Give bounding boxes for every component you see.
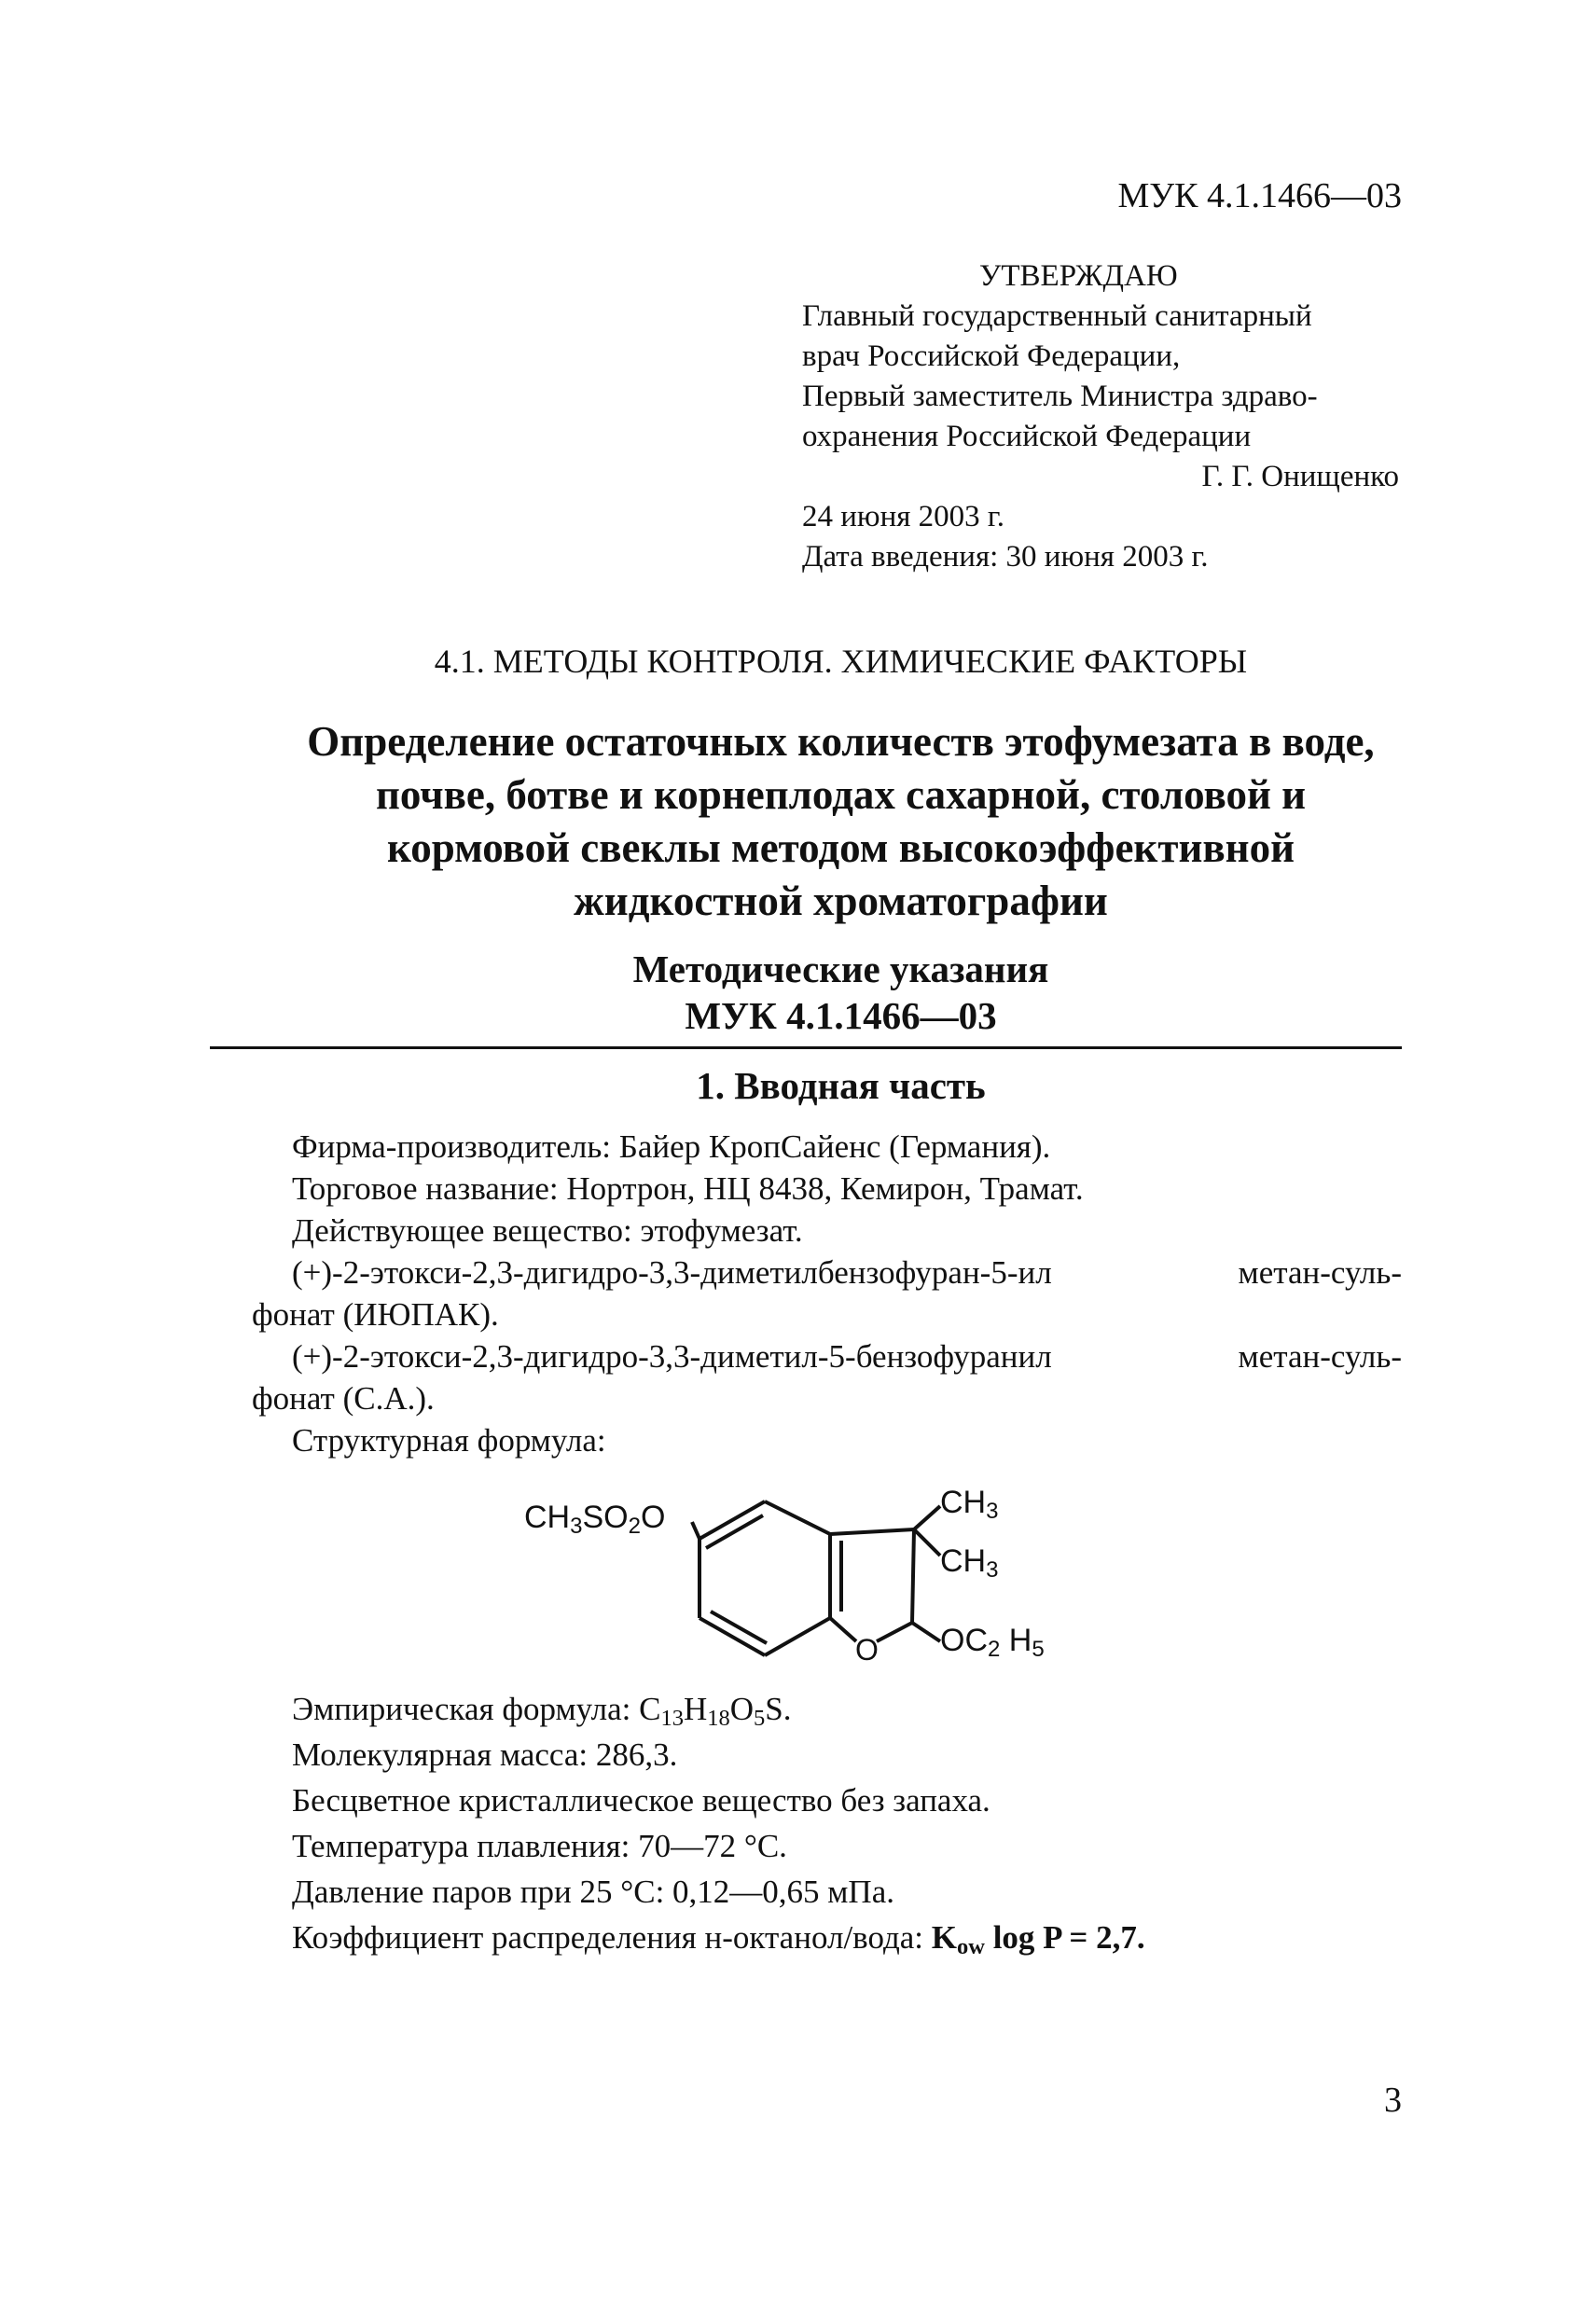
partition-coefficient-value: $K_{ow}$ log P = 2,7. — [931, 1919, 1145, 1960]
empirical-formula-label: Эмпирическая формула: — [292, 1691, 640, 1727]
partition-coefficient-line — [252, 1915, 1145, 1960]
ca-name-line: (+)-2-этокси-2,3-дигидро-3,3-диметил-5-бензофуранил метан-суль- — [292, 1338, 1402, 1375]
properties-list — [252, 1686, 1145, 1960]
methyl-bottom-label: CH3 — [940, 1543, 999, 1583]
iupac-name-continuation: фонат (ИЮПАК). — [252, 1296, 499, 1333]
subscript: 2 — [628, 1514, 641, 1539]
appearance-line: Бесцветное кристаллическое вещество без запаха. — [292, 1782, 990, 1819]
approval-block — [802, 256, 1399, 577]
subscript: 3 — [986, 1557, 999, 1583]
main-title — [0, 715, 1579, 928]
empirical-formula: $C_{13}H_{18}O_5S$. — [639, 1691, 792, 1732]
main-title-line: жидкостной хроматографии — [574, 878, 1108, 924]
ring-oxygen-label: O — [855, 1633, 879, 1667]
main-title-line: почве, ботве и корнеплодах сахарной, столовой и — [375, 771, 1307, 818]
structural-formula-diagram — [522, 1483, 1045, 1688]
vapor-pressure-line: Давление паров при 25 °C: 0,12—0,65 мПа. — [292, 1874, 894, 1910]
approval-line: врач Российской Федерации, — [802, 339, 1181, 373]
melting-point-line: Температура плавления: 70—72 °C. — [292, 1828, 787, 1864]
manufacturer-text: Фирма-производитель: Байер КропСайенс (Германия). — [292, 1128, 1051, 1165]
iupac-name-line: (+)-2-этокси-2,3-дигидро-3,3-диметилбензофуран-5-ил метан-суль- — [292, 1254, 1402, 1291]
trade-names-text: Торговое название: Нортрон, НЦ 8438, Кемирон, Трамат. — [292, 1170, 1084, 1207]
approval-line: Главный государственный санитарный — [802, 299, 1312, 333]
method-title-block — [0, 946, 1579, 1039]
subscript: 5 — [1032, 1637, 1045, 1662]
page-number: 3 — [1384, 2081, 1402, 2120]
document-code: МУК 4.1.1466—03 — [1117, 176, 1402, 215]
molar-mass-line: Молекулярная масса: 286,3. — [292, 1736, 678, 1773]
subscript: 3 — [986, 1499, 999, 1524]
formula-fragment: O — [640, 1500, 666, 1535]
introduction-date: Дата введения: 30 июня 2003 г. — [802, 540, 1209, 574]
approval-date: 24 июня 2003 г. — [802, 500, 1004, 533]
molecule-bonds — [692, 1501, 940, 1655]
ethoxy-label: OC2 H5 — [940, 1623, 1045, 1662]
approval-line: охранения Российской Федерации — [802, 420, 1252, 453]
intro-heading: 1. Вводная часть — [696, 1064, 986, 1107]
active-substance-text: Действующее вещество: этофумезат. — [292, 1212, 803, 1249]
sulfonate-substituent-label: CH3SO2O — [524, 1500, 666, 1539]
formula-fragment: SO — [582, 1500, 629, 1535]
main-title-line: кормовой свеклы методом высокоэффективной — [386, 824, 1295, 871]
intro-body — [252, 1126, 1402, 1461]
approval-line: Первый заместитель Министра здраво- — [802, 380, 1318, 413]
method-title: Методические указания — [632, 948, 1049, 990]
main-title-line: Определение остаточных количеств этофумезата в воде, — [307, 718, 1375, 765]
approval-title: УТВЕРЖДАЮ — [979, 259, 1178, 293]
subscript: 3 — [570, 1514, 583, 1539]
subscript: 2 — [988, 1637, 1001, 1662]
method-code: МУК 4.1.1466—03 — [685, 994, 997, 1037]
empirical-formula-line — [252, 1686, 1145, 1732]
methyl-top-label: CH3 — [940, 1485, 999, 1524]
section-heading: 4.1. МЕТОДЫ КОНТРОЛЯ. ХИМИЧЕСКИЕ ФАКТОРЫ — [434, 643, 1248, 680]
formula-fragment: H — [1000, 1623, 1032, 1658]
ca-name-continuation: фонат (С.А.). — [252, 1380, 435, 1417]
signatory-name: Г. Г. Онищенко — [1201, 460, 1399, 493]
horizontal-rule — [210, 1046, 1402, 1049]
partition-coefficient-label: Коэффициент распределения н-октанол/вода: — [292, 1919, 932, 1956]
structural-formula-label: Структурная формула: — [292, 1422, 606, 1459]
